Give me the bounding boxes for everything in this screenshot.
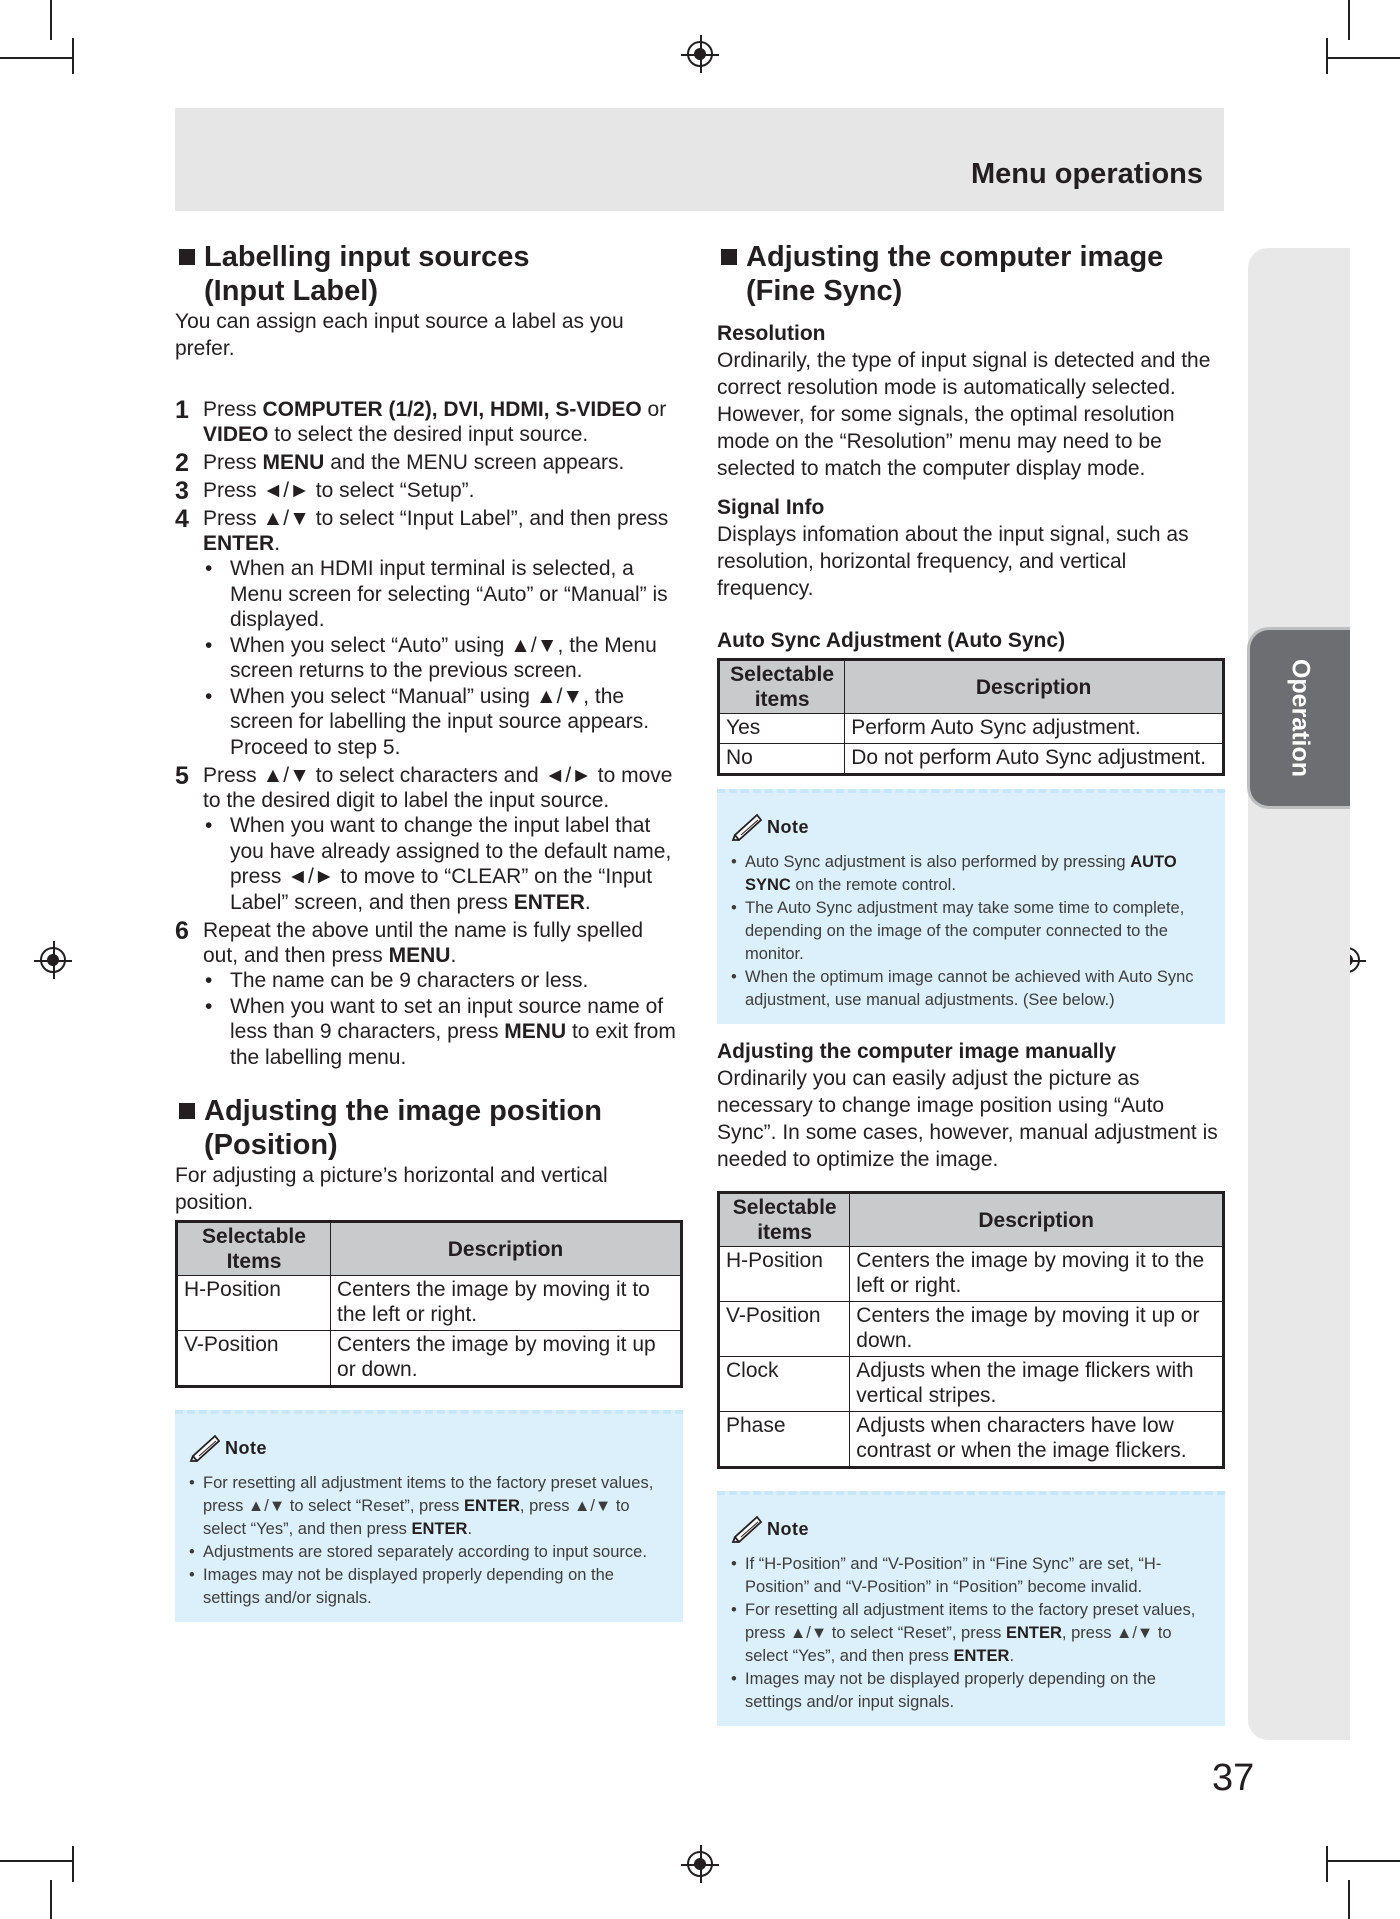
text-run: Press ▲/▼ to select “Input Label”, and then press [203, 507, 669, 530]
step-number: 6 [175, 917, 189, 945]
bold-text: ENTER [464, 1497, 520, 1515]
step-item [175, 763, 683, 915]
text-run: . [1009, 1647, 1015, 1665]
text-run: When an HDMI input terminal is selected, a Menu screen for selecting “Auto” or “Manual” is displayed. [230, 557, 668, 631]
auto-sync-table [717, 658, 1225, 776]
bullet-item [230, 684, 683, 761]
fine-sync-note [717, 1491, 1225, 1726]
crop-mark [1328, 57, 1400, 59]
note-item [731, 897, 1211, 966]
step-number: 5 [175, 762, 189, 790]
note-item [731, 1668, 1211, 1714]
table-header: Selectable Items [177, 1222, 331, 1276]
text-run: When you want to change the input label that you have already assigned to the default name, press ◄/► to move to “CLEAR” on the “Input Label” screen, and then press [230, 814, 672, 914]
note-item [189, 1472, 669, 1541]
table-cell-description: Adjusts when characters have low contrast or when the image flickers. [850, 1412, 1224, 1468]
text-run: Repeat the above until the name is fully spelled out, and then press [203, 919, 644, 967]
note-item [731, 851, 1211, 897]
bold-text: ENTER [953, 1647, 1010, 1665]
text-run: to exit from the labelling menu. [230, 1020, 676, 1069]
bold-text: ENTER [203, 532, 275, 555]
table-row [719, 1357, 1224, 1412]
note-item [189, 1564, 669, 1610]
bullet-item [230, 994, 683, 1071]
text-run: and the MENU screen appears. [324, 451, 625, 474]
manual-adjust-text: Ordinarily you can easily adjust the picture as necessary to change image position using “Auto Sync”. In some cases, however, manual adjustment is needed to optimize the image. [717, 1067, 1218, 1171]
text-run: . [274, 532, 281, 555]
note-title [731, 813, 1211, 841]
fine-sync-heading [717, 240, 1225, 308]
heading-line: Labelling input sources [204, 241, 530, 273]
step-text [203, 763, 683, 813]
input-label-heading [175, 240, 683, 308]
table-row [719, 1247, 1224, 1302]
bullet-item [230, 633, 683, 684]
crop-mark [72, 1846, 74, 1882]
table-cell-description: Centers the image by moving it up or down. [331, 1331, 682, 1387]
table-cell-description: Do not perform Auto Sync adjustment. [845, 744, 1224, 775]
manual-adjust-table-body [719, 1247, 1224, 1468]
table-header: Description [850, 1193, 1224, 1247]
position-intro: For adjusting a picture’s horizontal and vertical position. [175, 1164, 608, 1214]
position-table [175, 1220, 683, 1388]
text-run: to select the desired input source. [268, 423, 589, 446]
table-header: Description [331, 1222, 682, 1276]
heading-line: (Position) [204, 1129, 338, 1161]
bold-text: MENU [388, 944, 451, 967]
table-cell-item: Phase [719, 1412, 850, 1468]
text-run: The Auto Sync adjustment may take some time to complete, depending on the image of the computer connected to the monitor. [745, 899, 1185, 963]
table-header: Selectable items [719, 1193, 850, 1247]
step-bullets [203, 968, 683, 1070]
note-item [731, 1599, 1211, 1668]
step-item [175, 918, 683, 1070]
table-cell-item: H-Position [719, 1247, 850, 1302]
step-item [175, 506, 683, 760]
text-run: . [467, 1520, 473, 1538]
registration-mark-icon [40, 947, 66, 973]
text-run: or [641, 398, 667, 421]
auto-sync-table-body [719, 714, 1224, 775]
crop-mark [72, 38, 74, 74]
pencil-note-icon [731, 1515, 765, 1543]
text-run: The name can be 9 characters or less. [230, 969, 589, 992]
crop-mark [1328, 1860, 1400, 1862]
step-text [203, 450, 683, 475]
bold-text: MENU [262, 451, 325, 474]
text-run: When the optimum image cannot be achieved with Auto Sync adjustment, use manual adjustments. (See below.) [745, 968, 1194, 1009]
manual-adjust-heading: Adjusting the computer image manually [717, 1040, 1117, 1063]
crop-mark [1348, 1880, 1350, 1919]
note-list [731, 1553, 1211, 1714]
note-list [189, 1472, 669, 1610]
step-text [203, 397, 683, 447]
table-cell-item: V-Position [177, 1331, 331, 1387]
text-run: Adjustments are stored separately according to input source. [203, 1543, 647, 1561]
step-bullets [203, 813, 683, 915]
signal-info-heading: Signal Info [717, 496, 825, 519]
side-strip [1248, 248, 1350, 1740]
step-number: 4 [175, 505, 189, 533]
text-run: If “H-Position” and “V-Position” in “Fine Sync” are set, “H-Position” and “V-Position” in “Position” become invalid. [745, 1555, 1162, 1596]
resolution-text: Ordinarily, the type of input signal is detected and the correct resolution mode is automatically selected. However, for some signals, the optimal resolution mode on the “Resolution” menu may need to be selected to match the computer display mode. [717, 349, 1211, 480]
step-item [175, 478, 683, 503]
text-run: For resetting all adjustment items to the factory preset values, press ▲/▼ to select “Reset”, press [745, 1601, 1196, 1642]
crop-mark [0, 57, 72, 59]
note-label: Note [225, 1437, 267, 1458]
text-run: For resetting all adjustment items to the factory preset values, press ▲/▼ to select “Reset”, press [203, 1474, 654, 1515]
bold-text: ENTER [513, 890, 585, 914]
table-cell-description: Centers the image by moving it up or down. [850, 1302, 1224, 1357]
note-item [731, 1553, 1211, 1599]
table-cell-item: No [719, 744, 845, 775]
step-item [175, 397, 683, 447]
input-label-intro: You can assign each input source a label as you prefer. [175, 310, 624, 360]
bullet-item [230, 813, 683, 915]
page-title: Menu operations [970, 158, 1203, 190]
right-column [717, 240, 1225, 1726]
table-cell-item: H-Position [177, 1276, 331, 1331]
step-text [203, 918, 683, 968]
pencil-note-icon [189, 1434, 223, 1462]
text-run: Press ▲/▼ to select characters and ◄/► to move to the desired digit to label the input source. [203, 764, 673, 812]
step-number: 1 [175, 396, 189, 424]
crop-mark [1326, 38, 1328, 74]
bullet-item [230, 968, 683, 994]
table-row [719, 714, 1224, 744]
note-label: Note [767, 816, 809, 837]
table-row [719, 1302, 1224, 1357]
bold-text: VIDEO [203, 423, 269, 446]
heading-line: Adjusting the image position [204, 1095, 602, 1127]
table-cell-description: Perform Auto Sync adjustment. [845, 714, 1224, 744]
note-list [731, 851, 1211, 1012]
input-label-steps [175, 397, 683, 1070]
crop-mark [1326, 1846, 1328, 1882]
page-number: 37 [1212, 1757, 1255, 1799]
crop-mark [0, 1860, 72, 1862]
note-title [189, 1434, 669, 1462]
table-row [177, 1276, 682, 1331]
note-title [731, 1515, 1211, 1543]
table-cell-description: Adjusts when the image flickers with vertical stripes. [850, 1357, 1224, 1412]
auto-sync-note [717, 789, 1225, 1024]
step-text [203, 506, 683, 556]
heading-line: Adjusting the computer image [746, 241, 1164, 273]
resolution-heading: Resolution [717, 322, 826, 345]
text-run: Press [203, 398, 263, 421]
pencil-note-icon [731, 813, 765, 841]
section-tab-label: Operation [1286, 658, 1315, 778]
text-run: Auto Sync adjustment is also performed by pressing [745, 853, 1131, 871]
text-run: . [584, 890, 591, 914]
text-run: When you want to set an input source name of less than 9 characters, press [230, 994, 664, 1043]
step-number: 2 [175, 449, 189, 477]
position-heading [175, 1094, 683, 1162]
step-item [175, 450, 683, 475]
text-run: Images may not be displayed properly depending on the settings and/or signals. [203, 1566, 614, 1607]
table-header: Description [845, 660, 1224, 714]
text-run: on the remote control. [790, 876, 956, 894]
table-row [177, 1331, 682, 1387]
table-cell-description: Centers the image by moving it to the left or right. [850, 1247, 1224, 1302]
text-run: , press ▲/▼ to select “Yes”, and then press [203, 1497, 630, 1538]
table-cell-item: Clock [719, 1357, 850, 1412]
text-run: Press ◄/► to select “Setup”. [203, 479, 475, 502]
note-item [731, 966, 1211, 1012]
bold-text: AUTO SYNC [745, 853, 1177, 894]
auto-sync-heading: Auto Sync Adjustment (Auto Sync) [717, 629, 1066, 652]
crop-mark [1348, 0, 1350, 40]
header-band [175, 108, 1224, 211]
table-row [719, 1412, 1224, 1468]
position-table-body [177, 1276, 682, 1387]
text-run: . [450, 944, 457, 967]
bold-text: COMPUTER (1/2), DVI, HDMI, S-VIDEO [262, 398, 642, 421]
step-number: 3 [175, 477, 189, 505]
heading-line: (Input Label) [204, 275, 378, 307]
step-bullets [203, 556, 683, 760]
table-cell-item: V-Position [719, 1302, 850, 1357]
note-label: Note [767, 1518, 809, 1539]
table-cell-item: Yes [719, 714, 845, 744]
bold-text: ENTER [411, 1520, 468, 1538]
bold-text: ENTER [1006, 1624, 1062, 1642]
signal-info-text: Displays infomation about the input signal, such as resolution, horizontal frequency, and vertical frequency. [717, 523, 1189, 600]
table-cell-description: Centers the image by moving it to the left or right. [331, 1276, 682, 1331]
section-tab [1247, 627, 1350, 809]
bold-text: MENU [504, 1020, 567, 1043]
bullet-item [230, 556, 683, 633]
registration-mark-icon [687, 41, 713, 67]
manual-adjust-table [717, 1191, 1225, 1469]
text-run: When you select “Auto” using ▲/▼, the Menu screen returns to the previous screen. [230, 633, 657, 682]
heading-line: (Fine Sync) [746, 275, 903, 307]
text-run: Press [203, 451, 263, 474]
crop-mark [50, 1880, 52, 1919]
left-column [175, 240, 683, 1622]
table-row [719, 744, 1224, 775]
position-note [175, 1410, 683, 1622]
text-run: , press ▲/▼ to select “Yes”, and then press [745, 1624, 1172, 1665]
step-text [203, 478, 683, 503]
text-run: When you select “Manual” using ▲/▼, the screen for labelling the input source appears. Proceed to step 5. [230, 684, 650, 759]
crop-mark [50, 0, 52, 40]
text-run: Images may not be displayed properly depending on the settings and/or input signals. [745, 1670, 1156, 1711]
table-header: Selectable items [719, 660, 845, 714]
registration-mark-icon [687, 1851, 713, 1877]
note-item [189, 1541, 669, 1564]
